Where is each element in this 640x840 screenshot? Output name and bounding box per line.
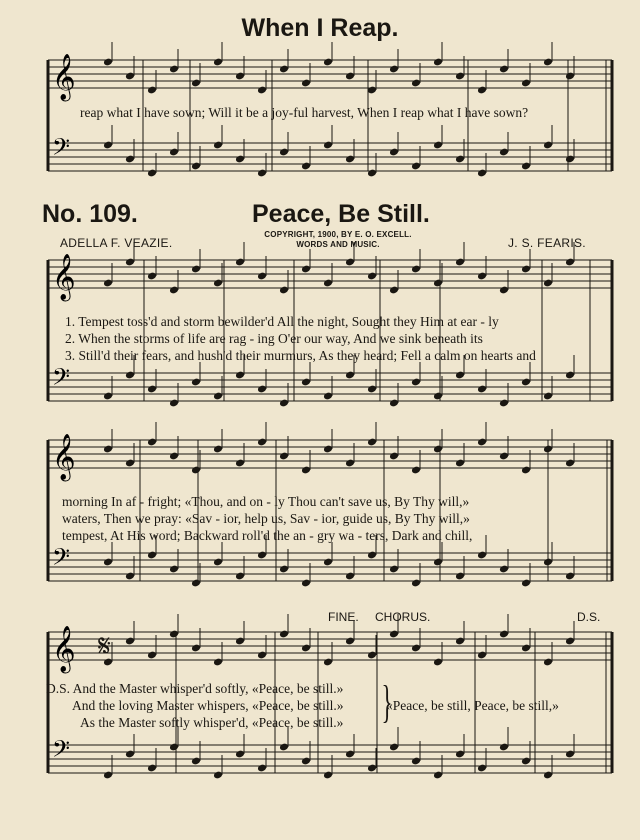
lyric-s1-v3: 3. Still'd their fears, and hush'd their murmurs, As they heard; Fell a calm on hearts and <box>65 348 536 363</box>
hymn-title-when-i-reap: When I Reap. <box>241 14 399 42</box>
lyric-s2-v3: tempest, At His word; Backward roll'd the an - gry wa - ters, Dark and chill, <box>62 528 473 543</box>
treble-clef-icon: 𝄞 <box>52 254 76 300</box>
lyric-s3-v3: As the Master softly whisper'd, «Peace, be still.» <box>80 715 344 730</box>
segno-sign: 𝄋 <box>98 630 111 663</box>
lyric-s2-v1: morning In af - fright; «Thou, and on - ly Thou can't save us, By Thy will,» <box>62 494 470 509</box>
treble-clef-icon: 𝄞 <box>52 626 76 672</box>
hymn-number: No. 109. <box>42 200 138 228</box>
lyric-line-prev: reap what I have sown; Will it be a joy-ful harvest, When I reap what I have sown? <box>80 105 529 120</box>
lyric-s1-v2: 2. When the storms of life are rag - ing O'er our way, And we sink beneath its <box>65 331 483 346</box>
bass-clef-icon: 𝄢 <box>52 133 71 166</box>
lyricist-credit: ADELLA F. VEAZIE. <box>60 236 173 250</box>
bass-clef-icon: 𝄢 <box>52 735 71 768</box>
bass-clef-icon: 𝄢 <box>52 543 71 576</box>
chorus-lyric: «Peace, be still, Peace, be still,» <box>386 698 559 713</box>
lyric-s2-v2: waters, Then we pray: «Sav - ior, help us, Sav - ior, guide us, By Thy will,» <box>62 511 470 526</box>
fine-mark: FINE. <box>328 610 359 624</box>
copyright-sub: WORDS AND MUSIC. <box>296 240 380 249</box>
lyric-s3-v2: And the loving Master whispers, «Peace, be still.» <box>72 698 344 713</box>
bass-clef-icon: 𝄢 <box>52 363 71 396</box>
ds-mark: D.S. <box>577 610 601 624</box>
hymn-title: Peace, Be Still. <box>252 200 430 228</box>
lyric-s1-v1: 1. Tempest toss'd and storm bewilder'd All the night, Sought they Him at ear - ly <box>65 314 499 329</box>
treble-clef-icon: 𝄞 <box>52 54 76 100</box>
composer-credit: J. S. FEARIS. <box>508 236 586 250</box>
copyright-line: COPYRIGHT, 1900, BY E. O. EXCELL. <box>264 230 412 239</box>
lyric-s3-v1: D.S. And the Master whisper'd softly, «Peace, be still.» <box>46 681 344 696</box>
treble-clef-icon: 𝄞 <box>52 434 76 480</box>
chorus-mark: CHORUS. <box>375 610 431 624</box>
brace-bracket: } <box>381 676 393 727</box>
